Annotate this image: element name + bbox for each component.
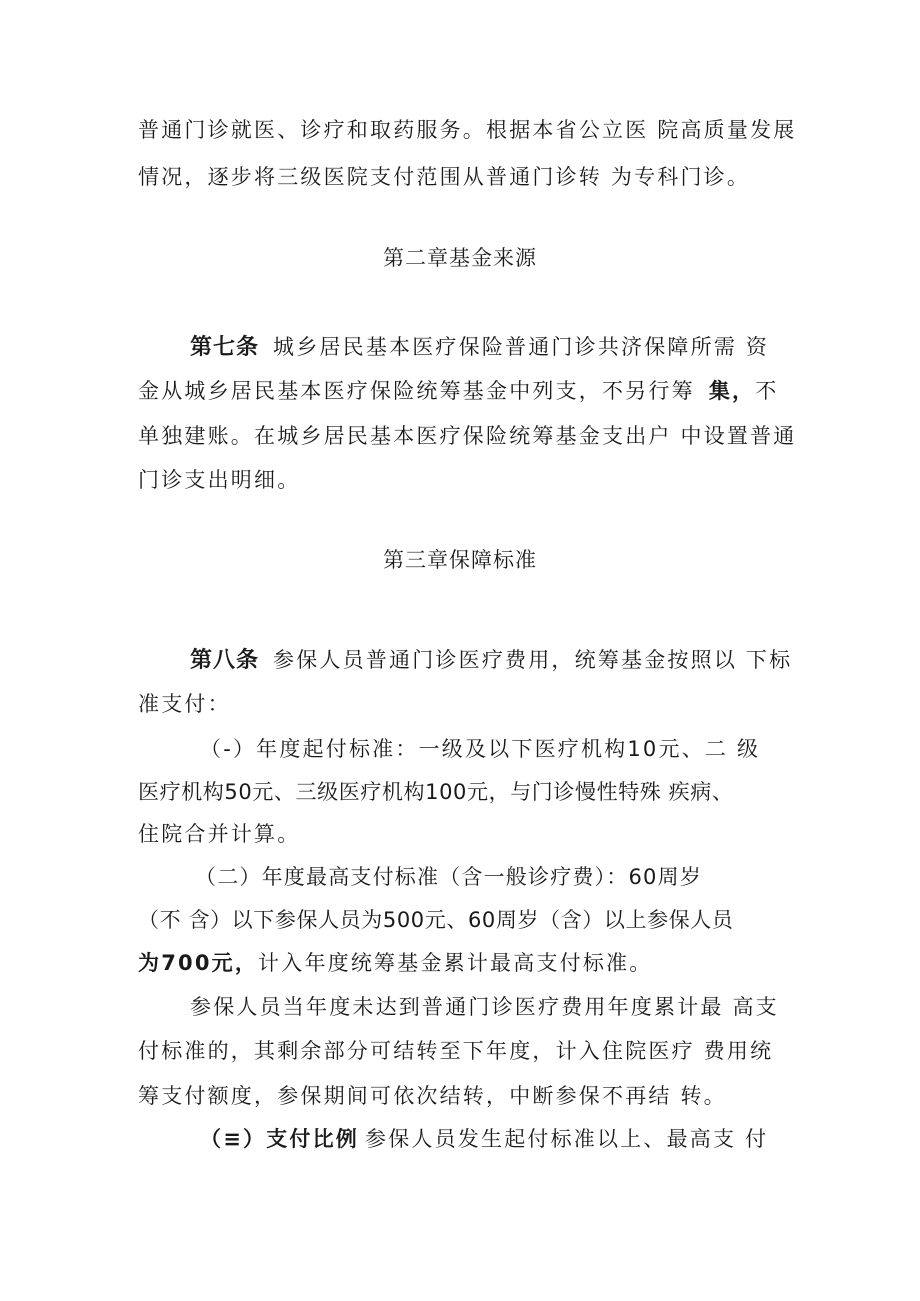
article-7-line-3: 单独建账。在城乡居民基本医疗保险统筹基金支出户 中设置普通 <box>138 424 797 448</box>
item-1-line-1: （-）年度起付标准：一级及以下医疗机构10元、二 级 <box>200 737 761 761</box>
article-7-label: 第七条 <box>190 335 260 360</box>
article-7-line-2 <box>138 374 798 408</box>
item-2-text-3a: 为700元， <box>138 951 259 975</box>
paragraph-line-1: 参保人员当年度未达到普通门诊医疗费用年度累计最 高支 <box>190 995 779 1019</box>
article-8-label: 第八条 <box>190 648 260 673</box>
chapter-2-title: 第二章基金来源 <box>383 246 537 270</box>
item-3-text-1: 参保人员发生起付标准以上、最高支 付 <box>365 1127 769 1151</box>
item-2-text-2b: 人员 <box>318 908 362 932</box>
chapter-3-title: 第三章保障标准 <box>383 548 537 572</box>
article-7-text-2c: 不 <box>755 379 779 403</box>
intro-line-1: 普通门诊就医、诊疗和取药服务。根据本省公立医 院高质量发展 <box>138 118 797 142</box>
item-2-line-1: （二）年度最高支付标准（含一般诊疗费）：60周岁 <box>195 865 703 889</box>
item-1-line-2: 医疗机构50元、三级医疗机构100元，与门诊慢性特殊 疾病、 <box>138 780 734 804</box>
item-2-text-2c: 为500元、60周岁（含）以上参 <box>361 908 669 932</box>
article-7-text-1: 城乡居民基本医疗保险普通门诊共济保障所需 资 <box>273 335 770 359</box>
item-3-line-1 <box>200 1122 860 1156</box>
item-3-label: （≡）支付比例 <box>200 1127 359 1151</box>
item-2-text-3b: 计入年度统筹基金累计最高支付标准。 <box>258 951 653 975</box>
intro-line-2: 情况，逐步将三级医院支付范围从普通门诊转 为专科门诊。 <box>138 165 751 189</box>
paragraph-line-2: 付标准的，其剩余部分可结转至下年度，计入住院医疗 费用统 <box>138 1039 774 1063</box>
item-2-text-2d: 保人员 <box>668 908 734 932</box>
article-8-line-2: 准支付： <box>138 692 231 716</box>
article-8-text-1: 参保人员普通门诊医疗费用，统筹基金按照以 下标 <box>273 648 793 672</box>
article-7-line-1 <box>190 330 850 365</box>
article-8-line-1 <box>190 643 850 678</box>
article-7-line-4: 门诊支出明细。 <box>138 468 301 492</box>
item-2-line-3 <box>138 946 798 980</box>
article-7-text-2b: 集， <box>708 379 756 403</box>
item-2-text-2a: （不 含）以下参保 <box>138 908 319 932</box>
item-2-line-2 <box>138 903 798 937</box>
article-7-text-2a: 金从城乡居民基本医疗保险统筹基金中列支，不另行筹 <box>138 379 695 403</box>
item-1-line-3: 住院合并计算。 <box>138 822 301 846</box>
paragraph-line-3: 筹支付额度，参保期间可依次结转，中断参保不再结 转。 <box>138 1084 727 1108</box>
